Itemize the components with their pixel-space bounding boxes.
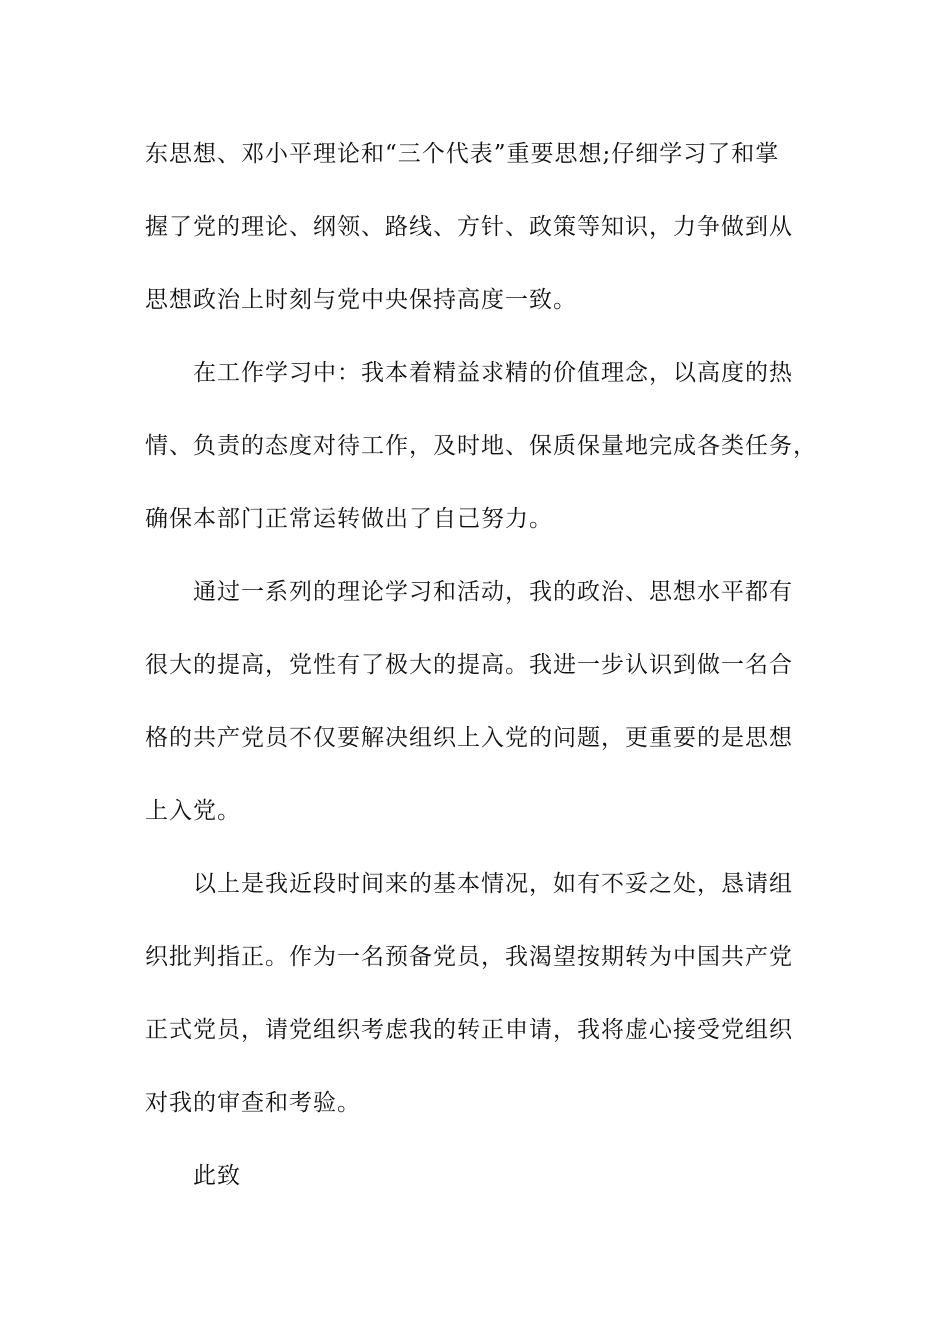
- paragraph-start-line: 通过一系列的理论学习和活动，我的政治、思想水平都有: [193, 579, 793, 605]
- paragraph-start-line: 以上是我近段时间来的基本情况，如有不妥之处，恳请组: [193, 871, 793, 897]
- closing-salutation: 此致: [193, 1163, 241, 1189]
- text-line: 情、负责的态度对待工作，及时地、保质保量地完成各类任务，: [145, 433, 817, 459]
- text-line: 思想政治上时刻与党中央保持高度一致。: [145, 287, 577, 313]
- text-line: 正式党员，请党组织考虑我的转正申请，我将虚心接受党组织: [145, 1017, 793, 1043]
- text-line: 上入党。: [145, 798, 241, 824]
- text-line: 很大的提高，党性有了极大的提高。我进一步认识到做一名合: [145, 652, 793, 678]
- paragraph-start-line: 在工作学习中：我本着精益求精的价值理念，以高度的热: [193, 360, 793, 386]
- text-line: 确保本部门正常运转做出了自己努力。: [145, 506, 553, 532]
- document-body: [145, 132, 815, 1227]
- text-line: 握了党的理论、纲领、路线、方针、政策等知识，力争做到从: [145, 214, 793, 240]
- text-line: 格的共产党员不仅要解决组织上入党的问题，更重要的是思想: [145, 725, 793, 751]
- text-line: 织批判指正。作为一名预备党员，我渴望按期转为中国共产党: [145, 944, 793, 970]
- text-line: 对我的审查和考验。: [145, 1090, 361, 1116]
- text-line: 东思想、邓小平理论和“三个代表”重要思想;仔细学习了和掌: [145, 141, 780, 167]
